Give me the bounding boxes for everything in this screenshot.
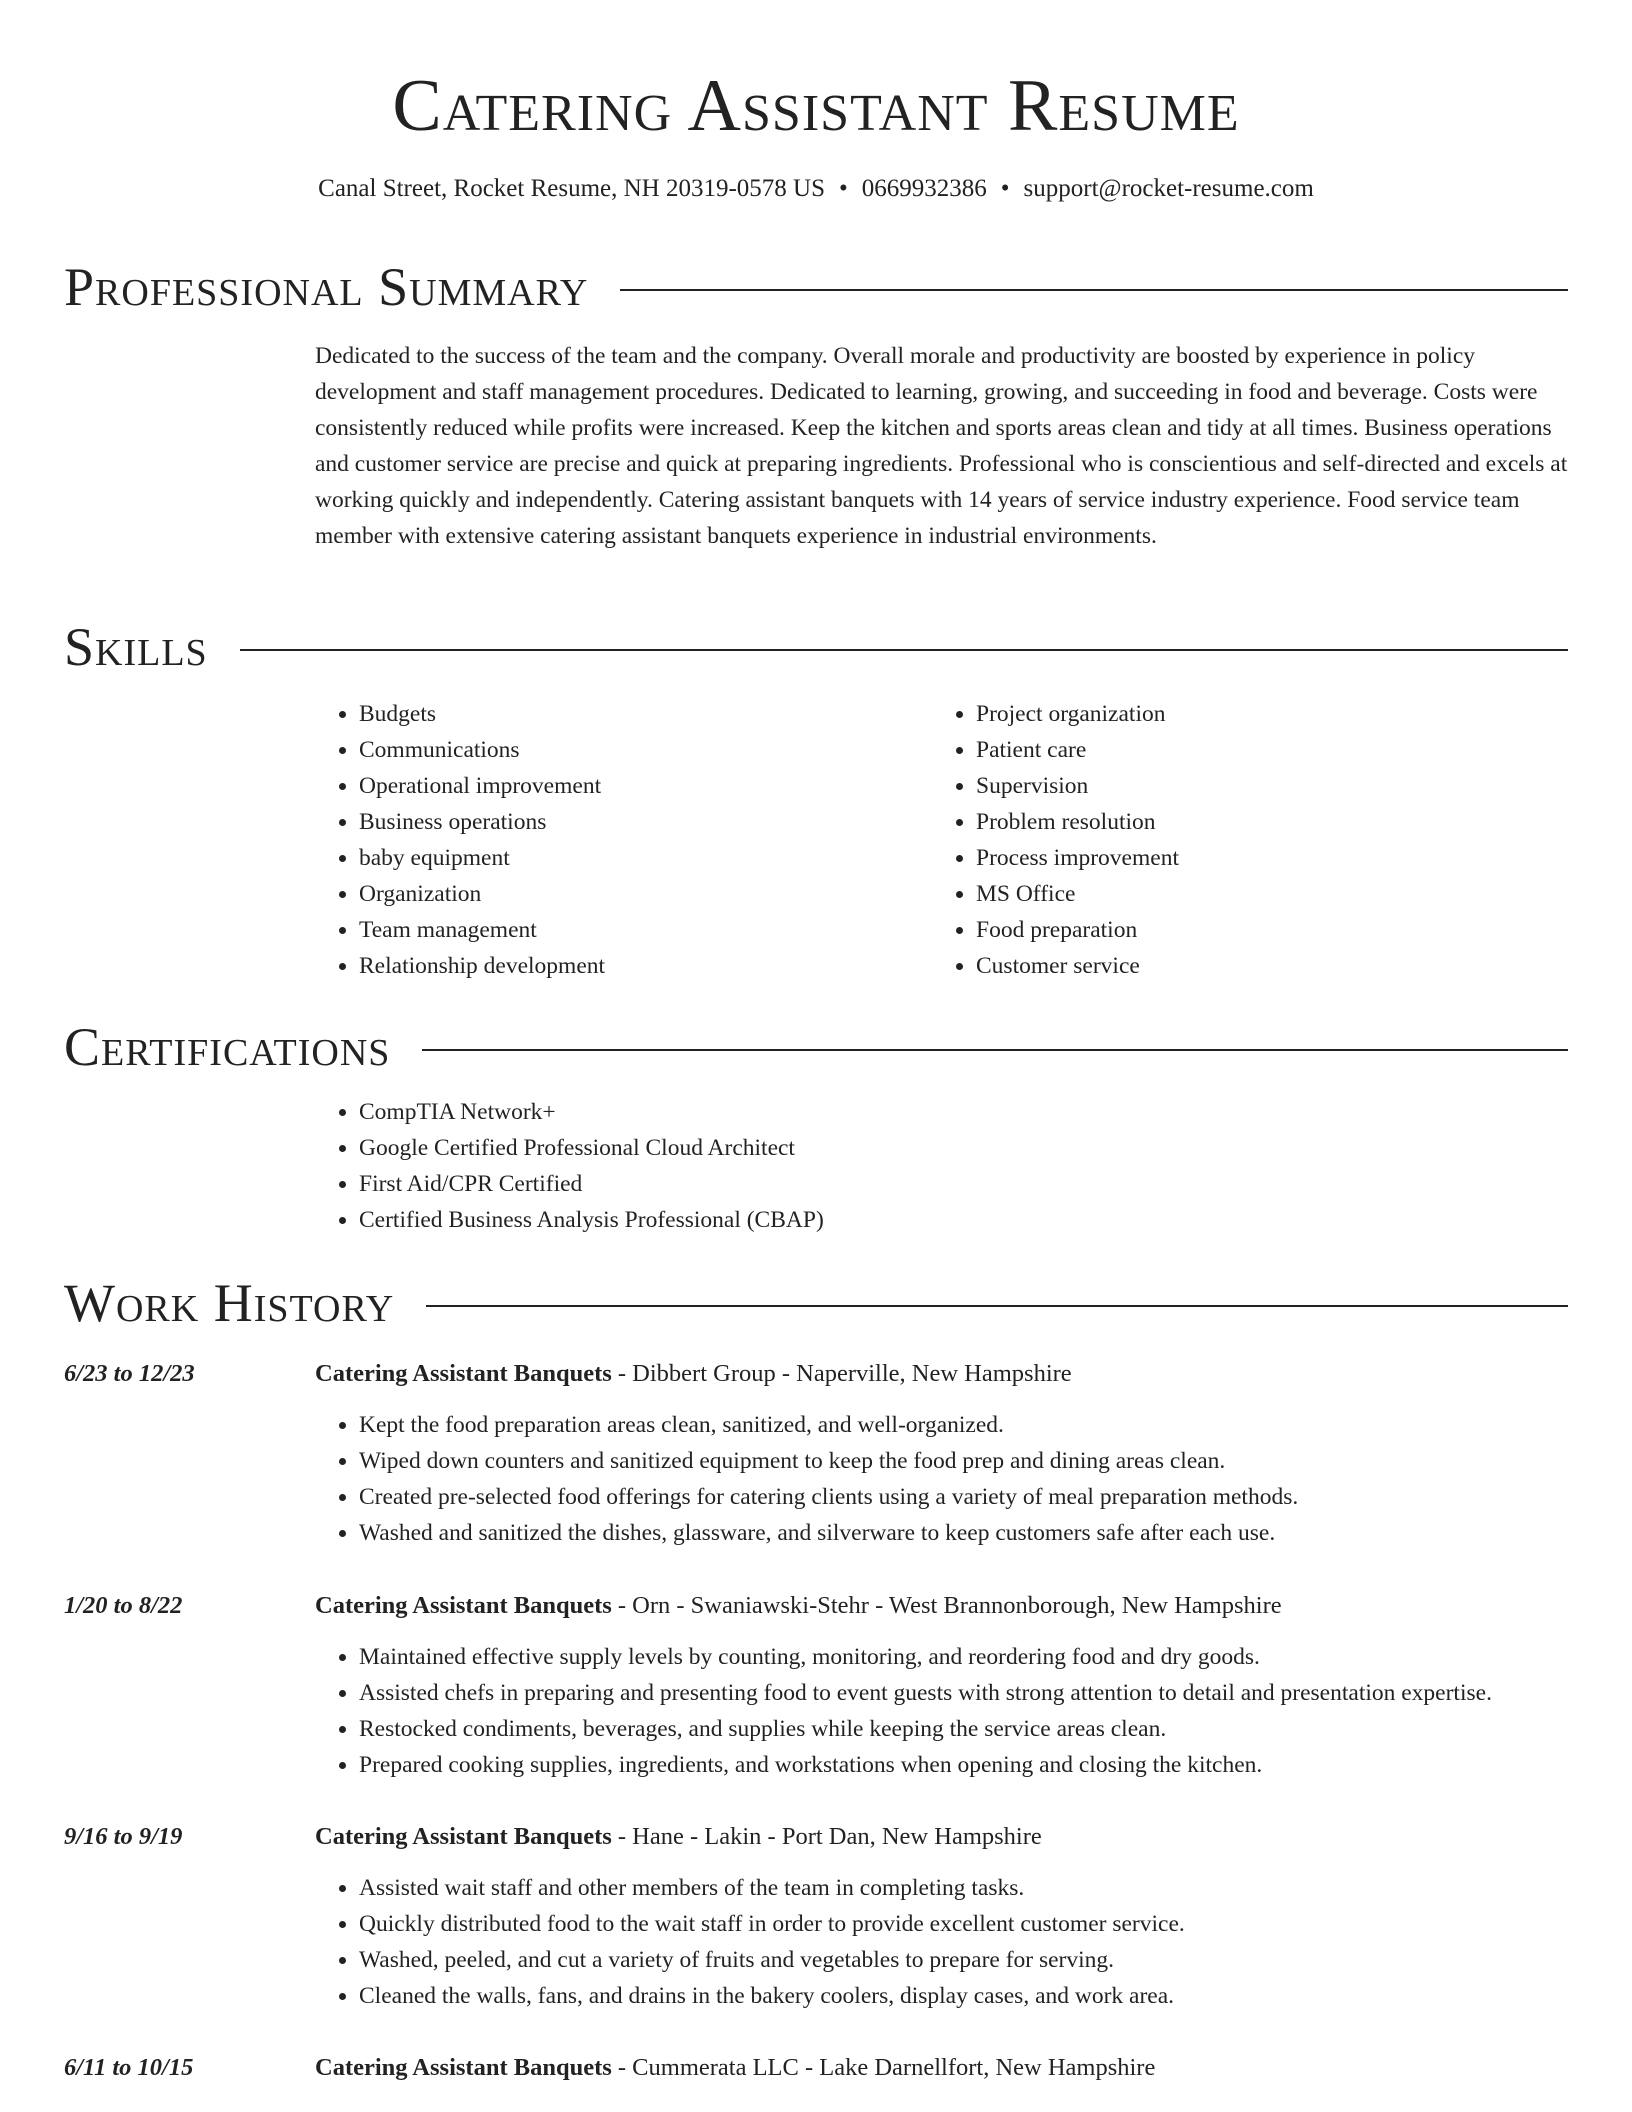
contact-line [64, 172, 1568, 206]
section-divider [422, 1049, 1568, 1051]
job-dates: 6/11 to 10/15 [64, 2054, 194, 2081]
job-title: Catering Assistant Banquets [315, 1360, 612, 1387]
section-header [64, 1268, 1568, 1338]
skill-item: • Team management [359, 912, 959, 948]
section-title-work-history: Work History [64, 1273, 395, 1333]
job-title: Catering Assistant Banquets [315, 1823, 612, 1850]
skills-list-right [932, 696, 1576, 984]
certification-item: • First Aid/CPR Certified [359, 1166, 1612, 1202]
job-bullet: • Maintained effective supply levels by counting, monitoring, and reordering food and dry goods. [359, 1639, 1632, 1675]
job-heading [315, 2050, 1568, 2086]
skill-item: • MS Office [976, 876, 1576, 912]
job-bullets [315, 1870, 1632, 2014]
job-details: - Cummerata LLC - Lake Darnellfort, New Hampshire [611, 2054, 1156, 2081]
job-bullet: • Kept the food preparation areas clean, sanitized, and well-organized. [359, 1407, 1632, 1443]
skill-item: • Process improvement [976, 840, 1576, 876]
job-details: - Dibbert Group - Naperville, New Hampshire [611, 1360, 1072, 1387]
work-history-section [64, 1268, 1568, 2081]
skills-list-left [315, 696, 959, 984]
summary-section [64, 252, 1568, 549]
job-bullet: • Washed and sanitized the dishes, glassware, and silverware to keep customers safe after each use. [359, 1515, 1632, 1551]
job-dates: 9/16 to 9/19 [64, 1823, 183, 1850]
skill-item: • baby equipment [359, 840, 959, 876]
resume-title: Catering Assistant Resume [392, 65, 1240, 147]
contact-email: support@rocket-resume.com [1023, 175, 1314, 202]
certifications-list [315, 1094, 1612, 1238]
job-heading [315, 1356, 1568, 1392]
contact-address: Canal Street, Rocket Resume, NH 20319-0578 US [318, 175, 826, 202]
job-bullet: • Restocked condiments, beverages, and supplies while keeping the service areas clean. [359, 1711, 1632, 1747]
job-dates: 1/20 to 8/22 [64, 1592, 183, 1619]
section-title-certifications: Certifications [64, 1017, 391, 1077]
skill-item: • Problem resolution [976, 804, 1576, 840]
contact-phone: 0669932386 [861, 175, 987, 202]
section-header [64, 612, 1568, 682]
job-bullets [315, 1639, 1632, 1783]
skill-item: • Operational improvement [359, 768, 959, 804]
skill-item: • Supervision [976, 768, 1576, 804]
skill-item: • Relationship development [359, 948, 959, 984]
section-title-skills: Skills [64, 617, 208, 677]
summary-text: Dedicated to the success of the team and the company. Overall morale and productivity are boosted by experience in policy development and staff management procedures. Dedicated to learning, growing, and succeeding in food and beverage. Costs were consistently reduced while profits were increased. Keep the kitchen and sports areas clean and tidy at all times. Business operations and customer service are precise and quick at preparing ingredients. Professional who is conscientious and self-directed and excels at working quickly and independently. Catering assistant banquets with 14 years of service industry experience. Food service team member with extensive catering assistant banquets experience in industrial environments. [315, 343, 1568, 549]
skill-item: • Patient care [976, 732, 1576, 768]
contact-separator: • [839, 175, 848, 202]
job-bullet: • Cleaned the walls, fans, and drains in the bakery coolers, display cases, and work area. [359, 1978, 1632, 2014]
section-header [64, 1012, 1568, 1082]
certification-item: • Google Certified Professional Cloud Architect [359, 1130, 1612, 1166]
job-dates: 6/23 to 12/23 [64, 1360, 195, 1387]
job-details: - Hane - Lakin - Port Dan, New Hampshire [611, 1823, 1042, 1850]
job-title: Catering Assistant Banquets [315, 2054, 612, 2081]
skill-item: • Project organization [976, 696, 1576, 732]
job-bullet: • Washed, peeled, and cut a variety of fruits and vegetables to prepare for serving. [359, 1942, 1632, 1978]
section-title-summary: Professional Summary [64, 257, 589, 317]
job-bullets [315, 1407, 1632, 1551]
section-divider [240, 649, 1568, 651]
job-bullet: • Wiped down counters and sanitized equipment to keep the food prep and dining areas clean. [359, 1443, 1632, 1479]
section-divider [426, 1305, 1568, 1307]
contact-separator: • [1000, 175, 1010, 202]
section-divider [620, 289, 1568, 291]
job-title: Catering Assistant Banquets [315, 1592, 612, 1619]
job-heading [315, 1819, 1568, 1855]
job-heading [315, 1588, 1568, 1624]
skill-item: • Communications [359, 732, 959, 768]
job-bullet: • Quickly distributed food to the wait staff in order to provide excellent customer service. [359, 1906, 1632, 1942]
skill-item: • Customer service [976, 948, 1576, 984]
job-bullet: • Assisted wait staff and other members of the team in completing tasks. [359, 1870, 1632, 1906]
skills-section [64, 612, 1568, 979]
job-bullet: • Assisted chefs in preparing and presenting food to event guests with strong attention to detail and presentation expertise. [359, 1675, 1632, 1711]
job-details: - Orn - Swaniawski-Stehr - West Brannonborough, New Hampshire [611, 1592, 1282, 1619]
section-header [64, 252, 1568, 322]
skill-item: • Food preparation [976, 912, 1576, 948]
skill-item: • Organization [359, 876, 959, 912]
skill-item: • Business operations [359, 804, 959, 840]
job-bullet: • Prepared cooking supplies, ingredients, and workstations when opening and closing the kitchen. [359, 1747, 1632, 1783]
certification-item: • CompTIA Network+ [359, 1094, 1612, 1130]
certifications-section [64, 1012, 1568, 1233]
job-bullet: • Created pre-selected food offerings for catering clients using a variety of meal preparation methods. [359, 1479, 1632, 1515]
skill-item: • Budgets [359, 696, 959, 732]
certification-item: • Certified Business Analysis Professional (CBAP) [359, 1202, 1612, 1238]
